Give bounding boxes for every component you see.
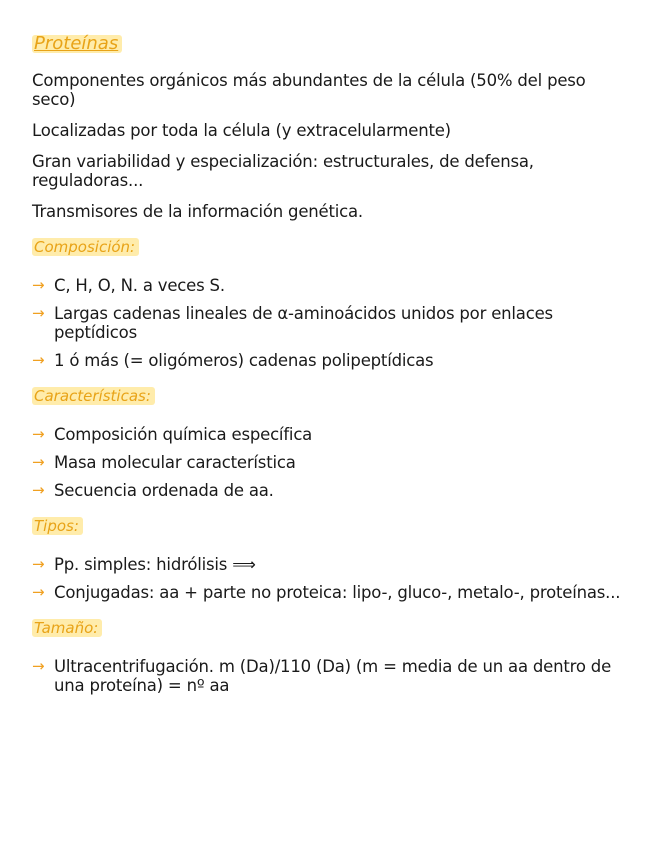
list-item: [32, 304, 630, 342]
arrow-right-icon: →: [32, 304, 45, 322]
arrow-right-icon: →: [32, 555, 45, 573]
arrow-right-icon: →: [32, 276, 45, 294]
list-item-text: Secuencia ordenada de aa.: [54, 481, 274, 500]
section-heading: Tamaño:: [32, 619, 102, 637]
list-item-text: Ultracentrifugación. m (Da)/110 (Da) (m = media de un aa dentro de una proteína) = nº aa: [54, 657, 612, 695]
arrow-right-icon: →: [32, 425, 45, 443]
intro-line: Transmisores de la información genética.: [32, 202, 363, 221]
arrow-right-icon: →: [32, 481, 45, 499]
list-item: [32, 453, 630, 472]
arrow-right-icon: →: [32, 351, 45, 369]
list-item: [32, 657, 630, 695]
section-heading: Tipos:: [32, 517, 83, 535]
list-item: [32, 351, 630, 370]
list-item: [32, 425, 630, 444]
intro-line: Localizadas por toda la célula (y extracelularmente): [32, 121, 451, 140]
list-item-text: Largas cadenas lineales de α-aminoácidos unidos por enlaces peptídicos: [54, 304, 553, 342]
list-item-text: 1 ó más (= oligómeros) cadenas polipeptídicas: [54, 351, 434, 370]
list-item: [32, 555, 630, 574]
list-item-text: Composición química específica: [54, 425, 313, 444]
list-item: [32, 276, 630, 295]
intro-block: [32, 71, 630, 221]
title-heading: [32, 34, 630, 53]
list-item: [32, 583, 630, 602]
list-item-text: Conjugadas: aa + parte no proteica: lipo-, gluco-, metalo-, proteínas...: [54, 583, 621, 602]
list-item-text: C, H, O, N. a veces S.: [54, 276, 225, 295]
page-title: Proteínas: [32, 35, 122, 53]
section-heading: Características:: [32, 387, 155, 405]
section-composicion: [32, 237, 630, 370]
arrow-right-icon: →: [32, 657, 45, 675]
section-tamano: [32, 618, 630, 695]
arrow-right-icon: →: [32, 583, 45, 601]
list-item-text: Masa molecular característica: [54, 453, 296, 472]
section-heading: Composición:: [32, 238, 139, 256]
list-item: [32, 481, 630, 500]
section-tipos: [32, 516, 630, 602]
list-item-text: Pp. simples: hidrólisis ⟹: [54, 555, 256, 574]
intro-line: Gran variabilidad y especialización: estructurales, de defensa, reguladoras...: [32, 152, 534, 190]
arrow-right-icon: →: [32, 453, 45, 471]
intro-line: Componentes orgánicos más abundantes de la célula (50% del peso seco): [32, 71, 586, 109]
section-caracteristicas: [32, 386, 630, 500]
